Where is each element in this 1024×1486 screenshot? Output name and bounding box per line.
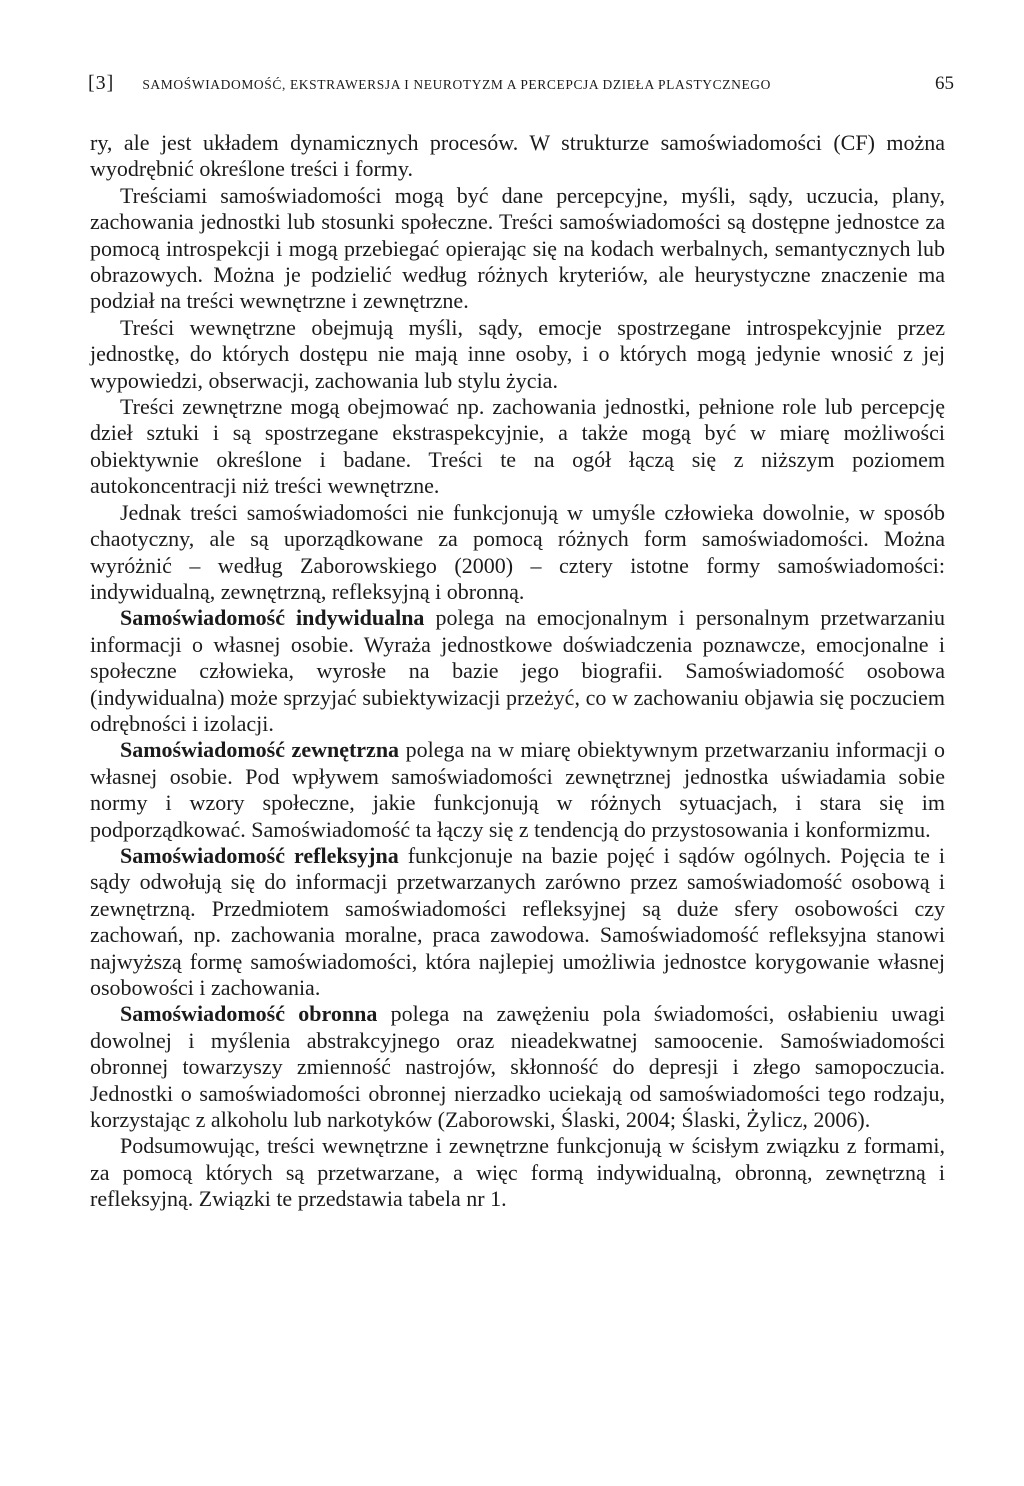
term-individual: Samoświadomość indywidualna <box>120 605 425 631</box>
paragraph-external-form <box>90 737 945 843</box>
running-header <box>88 72 954 95</box>
paragraph-defensive-form <box>90 1001 945 1133</box>
term-external: Samoświadomość zewnętrzna <box>120 737 400 763</box>
paragraph-individual-form <box>90 605 945 737</box>
text-reflective: funkcjonuje na bazie pojęć i sądów ogólnych. Pojęcia te i sądy odwołują się do informacji przetwarzanych zarówno przez samoświadomość osobową i zewnętrzną. Przedmiotem samoświadomości refleksyjnej są duże sfery osobowości czy zachowań, np. zachowania moralne, praca zawodowa. Samoświadomość refleksyjna stanowi najwyższą formę samoświadomości, która najlepiej umożliwia jednostce korygowanie własnej osobowości i zachowania. <box>90 842 945 1000</box>
text-defensive: polega na zawężeniu pola świadomości, osłabieniu uwagi dowolnej i myślenia abstrakcyjnego oraz nieadekwatnej samoocenie. Samoświadomości obronnej towarzyszy zmienność nastrojów, skłonność do depresji i złego samopoczucia. Jednostki o samoświadomości obronnej nierzadko uciekają od samoświadomości tego rodzaju, korzystając z alkoholu lub narkotyków (Zaborowski, Ślaski, 2004; Ślaski, Żylicz, 2006). <box>90 1001 945 1133</box>
term-defensive: Samoświadomość obronna <box>120 1001 378 1027</box>
paragraph-forms-intro: Jednak treści samoświadomości nie funkcjonują w umyśle człowieka dowolnie, w sposób chaotyczny, ale są uporządkowane za pomocą różnych form samoświadomości. Można wyróżnić – według Zaborowskiego (2000) – cztery istotne formy samoświadomości: indywidualną, zewnętrzną, refleksyjną i obronną. <box>90 499 945 604</box>
term-reflective: Samoświadomość refleksyjna <box>120 842 399 868</box>
running-title: SAMOŚWIADOMOŚĆ, EKSTRAWERSJA I NEUROTYZM A PERCEPCJA DZIEŁA PLASTYCZNEGO <box>142 77 771 92</box>
paragraph-external-contents: Treści zewnętrzne mogą obejmować np. zachowania jednostki, pełnione role lub percepcję dzieł sztuki i są spostrzegane ekstraspekcyjnie, a także mogą być w miarę możliwości obiektywnie określone i badane. Treści te na ogół łączą się z niższym poziomem autokoncentracji niż treści wewnętrzne. <box>90 394 945 499</box>
paragraph-reflective-form <box>90 843 945 1001</box>
paragraph-internal-contents: Treści wewnętrzne obejmują myśli, sądy, emocje spostrzegane introspekcyjnie przez jednostkę, do których dostępu nie mają inne osoby, i o których mogą jedynie wnosić z jej wypowiedzi, obserwacji, zachowania lub stylu życia. <box>90 314 945 393</box>
page-number: 65 <box>935 73 954 94</box>
paragraph-contents-of-self-awareness: Treściami samoświadomości mogą być dane percepcyjne, myśli, sądy, uczucia, plany, zachowania jednostki lub stosunki społeczne. Treści samoświadomości są dostępne jednostce za pomocą introspekcji i mogą przebiegać opierając się na kodach werbalnych, semantycznych lub obrazowych. Można je podzielić według różnych kryteriów, ale heurystyczne znaczenie ma podział na treści wewnętrzne i zewnętrzne. <box>90 182 945 314</box>
paragraph-continued: ry, ale jest układem dynamicznych procesów. W strukturze samoświadomości (CF) można wyodrębnić określone treści i formy. <box>90 130 945 182</box>
text-external: polega na w miarę obiektywnym przetwarzaniu informacji o własnej osobie. Pod wpływem samoświadomości zewnętrznej jednostka uświadamia sobie normy i wzory społeczne, jakie funkcjonują w różnych sytuacjach, i stara się im podporządkować. Samoświadomość ta łączy się z tendencją do przystosowania i konformizmu. <box>90 737 945 842</box>
text-individual: polega na emocjonalnym i personalnym przetwarzaniu informacji o własnej osobie. Wyraża jednostkowe doświadczenia poznawcze, emocjonalne i społeczne człowieka, wyrosłe na bazie jego biografii. Samoświadomość osobowa (indywidualna) może sprzyjać subiektywizacji przeżyć, co w zachowaniu objawia się poczuciem odrębności i izolacji. <box>90 605 945 736</box>
section-number: [3] <box>88 72 115 94</box>
paragraph-summary: Podsumowując, treści wewnętrzne i zewnętrzne funkcjonują w ścisłym związku z formami, za pomocą których są przetwarzane, a więc formą indywidualną, obronną, zewnętrzną i refleksyjną. Związki te przedstawia tabela nr 1. <box>90 1133 945 1212</box>
body-text <box>90 130 945 1213</box>
